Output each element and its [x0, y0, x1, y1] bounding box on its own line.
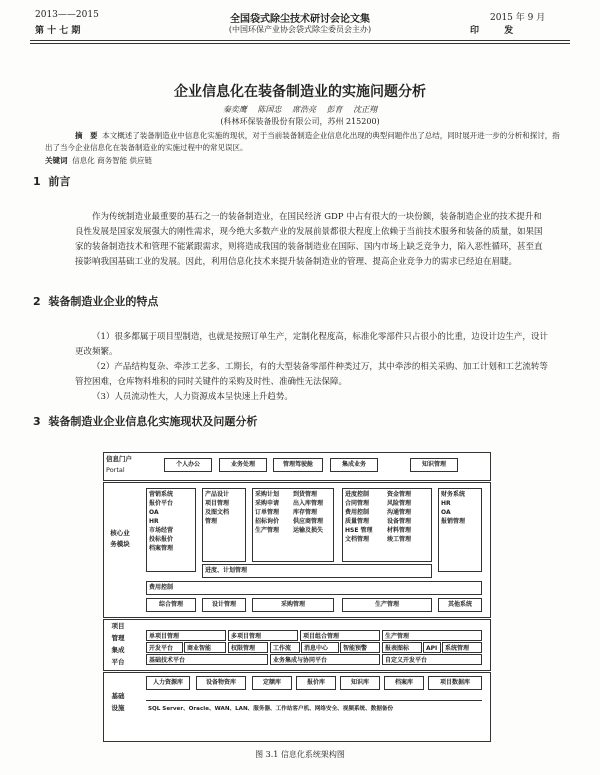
- integ-item: 系统管理: [442, 642, 482, 653]
- feature-item: （2）产品结构复杂、牵涉工艺多、工期长，有的大型装备零部件种类过万，其中牵涉的相关采购、加工计划和工艺流转等管控困难，仓库物料堆积的同时关键件的采购及时性、准确性无法保障。: [75, 362, 548, 387]
- abstract: [45, 130, 560, 154]
- cost-control-bar: 费用控制: [146, 581, 482, 595]
- core-label: 核心业务模块: [110, 529, 130, 548]
- module-design: 产品设计 项目管理 及图文档 管理: [202, 488, 246, 562]
- header-rule-2: [30, 43, 570, 44]
- integ-item: 项目组合管理: [300, 630, 380, 641]
- integ-item: 工作流: [270, 642, 300, 653]
- integ-item: 自定义开发平台: [382, 654, 482, 665]
- integ-item: 生产管理: [382, 630, 482, 641]
- paper-title: 企业信息化在装备制造业的实施问题分析: [174, 84, 426, 100]
- header-print: 印 发: [470, 26, 514, 36]
- integ-item: 业务集成与协同平台: [270, 654, 380, 665]
- paper-authors: 秦奕鹰 陈国忠 席浩亮 彭育 沈正翔: [222, 105, 378, 114]
- integ-item: 多项目管理: [228, 630, 298, 641]
- infra-item: 报价库: [296, 676, 336, 690]
- module-procurement: 采购计划 采购申请 订单管理 招标询价 生产管理 到货管理 出入库管理 库存管理 供应商管理 运输及损失: [252, 488, 334, 562]
- mgmt-bar-item: 其他系统: [438, 598, 482, 612]
- header-issue: 第 十 七 期: [35, 26, 81, 36]
- module-marketing: 营销系统 报价平台 OA HR 市场经营 投标报价 档案管理: [146, 488, 196, 572]
- abstract-text: 本文概述了装备制造业中信息化实施的现状，对于当前装备制造企业信息化出现的典型问题作出了总结，同时展开进一步的分析和探讨，指出了当今企业信息化在装备制造业的实施过程中的常见误区。: [45, 131, 560, 152]
- features-list: [75, 330, 550, 405]
- infra-divider: [146, 700, 482, 701]
- integ-item: 报表图标: [382, 642, 422, 653]
- mgmt-bar-item: 采购管理: [252, 598, 334, 612]
- integ-item: 消息中心: [301, 642, 339, 653]
- integ-item: 权限管理: [228, 642, 268, 653]
- infrastructure-label: 基础设施: [111, 692, 125, 712]
- portal-item: 知识管理: [410, 458, 458, 472]
- header-years: 2013——2015: [35, 10, 99, 20]
- infra-item: 档案库: [384, 676, 424, 690]
- integ-item: 智能预警: [340, 642, 380, 653]
- integ-item: 基础技术平台: [146, 654, 268, 665]
- header-date: 2015 年 9 月: [490, 13, 546, 23]
- module-project-control: 进度控制 合同管理 费用控制 质量管理 HSE 管理 文档管理 资金管理 风险管理 沟通管理 设备管理 材料管理 竣工管理: [342, 488, 432, 562]
- feature-item: （3）人员流动性大，人力资源成本呈快速上升趋势。: [92, 392, 293, 402]
- feature-item: （1）很多都属于项目型制造，也就是按照订单生产，定制化程度高，标准化零部件只占很小的比重，边设计边生产，设计更改频繁。: [75, 332, 548, 357]
- abstract-label: 摘 要: [75, 131, 98, 140]
- intro-paragraph: 作为传统制造业最重要的基石之一的装备制造业，在国民经济 GDP 中占有很大的一块份额，装备制造企业的技术提升和良性发展是国家发展强大的刚性需求，现今绝大多数产业的发展前景都很大程度上依赖于当前技术服务和装备的质量，如果国家的装备制造技术和管理不能紧跟需求，则将造成我国的装备制造业在国际、国内市场上缺乏竞争力，陷入恶性循环，甚至直接影响我国基础工业的发展。因此，利用信息化技术来提升装备制造业的管理、提高企业竞争力的需求已经迫在眉睫。: [75, 212, 543, 267]
- portal-sub: Portal: [106, 466, 125, 474]
- integ-item: 商业智能: [184, 642, 226, 653]
- integ-item: 开发平台: [146, 642, 183, 653]
- integ-item: 单项目管理: [146, 630, 226, 641]
- infra-item: 人力资源库: [146, 676, 190, 690]
- section-1-heading: 1 前言: [33, 175, 71, 188]
- header-rule: [30, 40, 570, 41]
- portal-item: 个人办公: [164, 458, 212, 472]
- mgmt-bar-item: 设计管理: [202, 598, 246, 612]
- section-3-heading: 3 装备制造业企业信息化实施现状及问题分析: [33, 415, 258, 428]
- module-finance: 财务系统 HR OA 报销管理: [438, 488, 482, 572]
- infra-item: 设备物资库: [196, 676, 246, 690]
- portal-item: 集成业务: [330, 458, 378, 472]
- paper-affiliation: (科林环保装备股份有限公司，苏州 215200): [220, 117, 380, 126]
- schedule-bar: 进度、计划管理: [202, 564, 432, 578]
- infra-item: 知识库: [340, 676, 380, 690]
- infra-item: 定额库: [252, 676, 292, 690]
- mgmt-bar-item: 生产管理: [342, 598, 432, 612]
- figure-caption: 图 3.1 信息化系统架构图: [255, 750, 345, 759]
- portal-item: 业务处理: [219, 458, 267, 472]
- integration-label: 项目管理集成平台: [111, 622, 125, 666]
- keywords-label: 关键词: [45, 156, 68, 165]
- header-org: (中国环保产业协会袋式除尘委员会主办): [228, 25, 372, 34]
- keywords-text: 信息化 商务智能 供应链: [72, 156, 153, 165]
- portal-item: 管理驾驶舱: [273, 458, 323, 472]
- mgmt-bar-item: 综合管理: [146, 598, 196, 612]
- infra-footer: SQL Server、Oracle、WAN、LAN、服务器、工作站客户机、网络安全、视频系统、数据备份: [146, 704, 482, 718]
- keywords: [45, 155, 152, 166]
- infra-item: 项目数据库: [428, 676, 482, 690]
- proceedings-title: 全国袋式除尘技术研讨会论文集: [230, 14, 370, 25]
- integ-item: API: [423, 642, 441, 653]
- portal-label: 信息门户: [106, 455, 132, 463]
- section-2-heading: 2 装备制造业企业的特点: [33, 295, 159, 308]
